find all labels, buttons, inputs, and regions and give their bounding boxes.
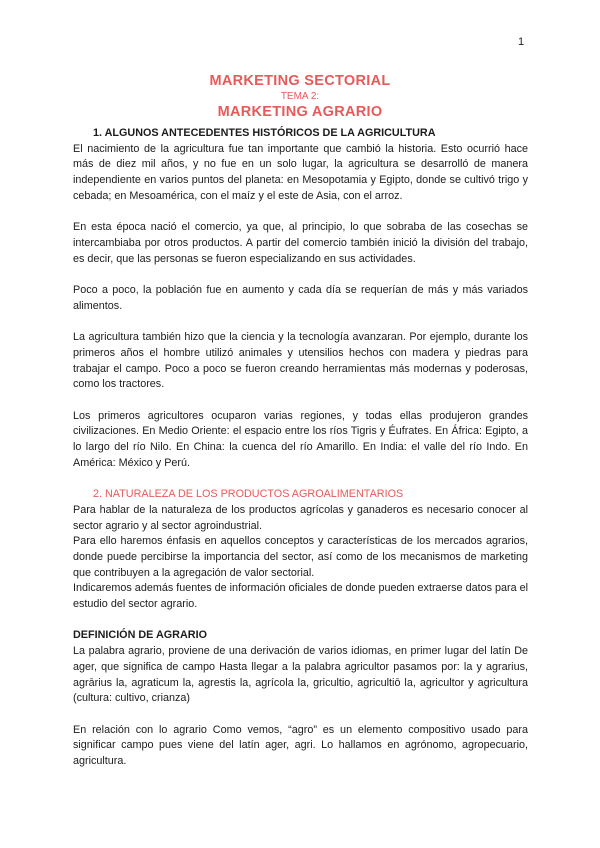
section-1-paragraph: Los primeros agricultores ocuparon varias regiones, y todas ellas produjeron grandes civilizaciones. En Medio Oriente: el espacio entre los ríos Tigris y Éufrates. En África: Egipto, a lo largo del río Nilo. En China: la cuenca del río Amarillo. En India: el valle del río Indo. En América: México y Perú. [73,409,528,469]
title-block [0,72,600,121]
section-2-paragraph: Para ello haremos énfasis en aquellos conceptos y características de los mercados agrarios, donde puede percibirse la importancia del sector, así como de los mecanismos de marketing que contribuyen a la agregación de valor sectorial. [73,535,528,579]
section-2-paragraph: Indicaremos además fuentes de información oficiales de donde pueden extraerse datos para el estudio del sector agrario. [73,582,528,611]
section-1-paragraph: El nacimiento de la agricultura fue tan importante que cambió la historia. Esto ocurrió hace más de diez mil años, y no fue en un solo lugar, la agricultura se desarrolló de manera independiente en varios puntos del planeta: en Mesopotamia y Egipto, donde se cultivó trigo y cebada; en Mesoamérica, con el maíz y el este de Asia, con el arroz. [73,142,528,202]
section-2-paragraph: Para hablar de la naturaleza de los productos agrícolas y ganaderos es necesario conocer al sector agrario y al sector agroindustrial. [73,503,528,532]
section-3-paragraph: En relación con lo agrario Como vemos, “agro” es un elemento compositivo usado para significar campo pues viene del latín ager, agri. Lo hallamos en agrónomo, agropecuario, agricultura. [73,723,528,768]
section-1-paragraph: La agricultura también hizo que la ciencia y la tecnología avanzaran. Por ejemplo, durante los primeros años el hombre utilizó animales y utensilios hechos con madera y piedras para trabajar el campo. Poco a poco se fueron creando herramientas más modernas y poderosas, como los tractores. [73,331,528,391]
section-1-heading: 1. ALGUNOS ANTECEDENTES HISTÓRICOS DE LA AGRICULTURA [93,127,436,139]
section-3-paragraph: La palabra agrario, proviene de una derivación de varios idiomas, en primer lugar del latín De ager, que significa de campo Hasta llegar a la palabra agricultor pasamos por: la y agrarius, agrārius la, agraticum la, agrestis la, agrícola la, gricultio, agricultiō la, agricultor y agricultura (cultura: cultivo, crianza) [73,645,528,705]
document-body [73,126,528,770]
section-1-paragraph: En esta época nació el comercio, ya que, al principio, lo que sobraba de las cosechas se intercambiaba por otros productos. A partir del comercio también inició la división del trabajo, es decir, que las personas se fueron especializando en sus actividades. [73,221,528,265]
section-3-heading: DEFINICIÓN DE AGRARIO [73,629,207,642]
topic-label: TEMA 2: [280,91,320,102]
page-number: 1 [518,36,525,48]
document-title: MARKETING SECTORIAL [209,73,391,89]
section-1-paragraph: Poco a poco, la población fue en aumento y cada día se requerían de más y más variados alimentos. [73,284,528,312]
section-2-heading: 2. NATURALEZA DE LOS PRODUCTOS AGROALIMENTARIOS [93,488,404,501]
topic-title: MARKETING AGRARIO [217,104,383,120]
